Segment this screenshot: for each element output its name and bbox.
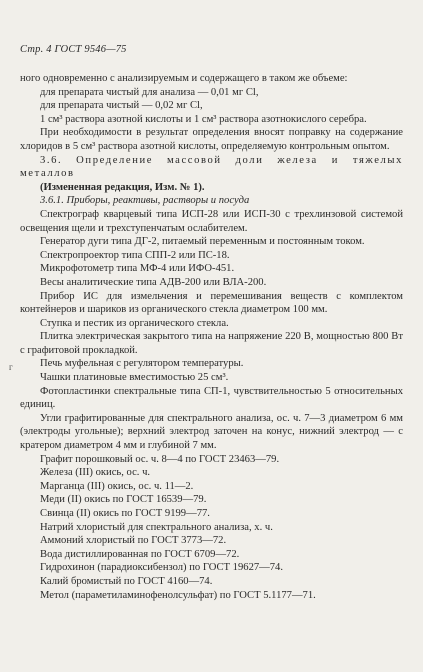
paragraph: Плитка электрическая закрытого типа на напряжение 220 В, мощностью 800 Вт с графитовой прокладкой. (20, 331, 403, 356)
paragraph: Калий бромистый по ГОСТ 4160—74. (40, 575, 213, 587)
paragraph: Печь муфельная с регулятором температуры. (40, 358, 244, 370)
paragraph: Свинца (II) окись по ГОСТ 9199—77. (40, 508, 210, 519)
document-body (20, 72, 403, 602)
margin-mark: г (9, 362, 13, 372)
paragraph: Натрий хлористый для спектрального анализа, х. ч. (40, 521, 273, 533)
paragraph: Весы аналитические типа АДВ-200 или ВЛА-200. (40, 276, 267, 288)
paragraph: Микрофотометр типа МФ-4 или ИФО-451. (40, 263, 235, 275)
paragraph: Угли графитированные для спектрального анализа, ос. ч. 7—3 диаметром 6 мм (электроды угольные); верхний электрод заточен на конус, нижний электрод — с кратером диаметром 4 мм и глубиной 7 мм. (20, 412, 403, 452)
paragraph: Метол (параметиламинофенолсульфат) по ГОСТ 5.1177—71. (40, 589, 316, 601)
paragraph: Гидрохинон (парадиоксибензол) по ГОСТ 19627—74. (40, 562, 283, 574)
section-heading: 3.6. Определение массовой доли железа и тяжелых металлов (20, 154, 403, 180)
paragraph: Аммоний хлористый по ГОСТ 3773—72. (40, 535, 227, 547)
paragraph: ного одновременно с анализируемым и содержащего в таком же объеме: (20, 73, 348, 84)
paragraph: Меди (II) окись по ГОСТ 16539—79. (40, 494, 207, 506)
page-header: Стр. 4 ГОСТ 9546—75 (20, 44, 127, 55)
paragraph: Вода дистиллированная по ГОСТ 6709—72. (40, 548, 240, 560)
paragraph: Чашки платиновые вместимостью 25 см³. (40, 372, 229, 384)
paragraph: Ступка и пестик из органического стекла. (40, 317, 229, 329)
paragraph: Железа (III) окись, ос. ч. (40, 467, 151, 479)
paragraph: Графит порошковый ос. ч. 8—4 по ГОСТ 23463—79. (40, 453, 280, 465)
paragraph: Спектропроектор типа СПП-2 или ПС-18. (40, 249, 230, 261)
paragraph: для препарата чистый для анализа — 0,01 мг Cl, (40, 86, 259, 98)
paragraph: Прибор ИС для измельчения и перемешивания веществ с комплектом контейнеров и шариков из органического стекла диаметром 100 мм. (20, 290, 403, 316)
paragraph: Фотопластинки спектральные типа СП-1, чувствительностью 5 относительных единиц. (20, 385, 403, 411)
paragraph: для препарата чистый — 0,02 мг Cl, (40, 100, 203, 112)
subsection-heading: 3.6.1. Приборы, реактивы, растворы и посуда (40, 195, 250, 207)
paragraph: Генератор дуги типа ДГ-2, питаемый переменным и постоянным током. (40, 236, 365, 248)
paragraph: При необходимости в результат определения вносят поправку на содержание хлоридов в 5 см³ раствора азотной кислоты, определяемую контрольным опытом. (20, 127, 403, 152)
paragraph: 1 см³ раствора азотной кислоты и 1 см³ раствора азотнокислого серебра. (40, 113, 367, 125)
paragraph: Марганца (III) окись, ос. ч. 11—2. (40, 480, 194, 492)
amendment-note: (Измененная редакция, Изм. № 1). (40, 181, 205, 193)
paragraph: Спектрограф кварцевый типа ИСП-28 или ИСП-30 с трехлинзовой системой освещения щели и трехступенчатым ослабителем. (20, 208, 403, 234)
